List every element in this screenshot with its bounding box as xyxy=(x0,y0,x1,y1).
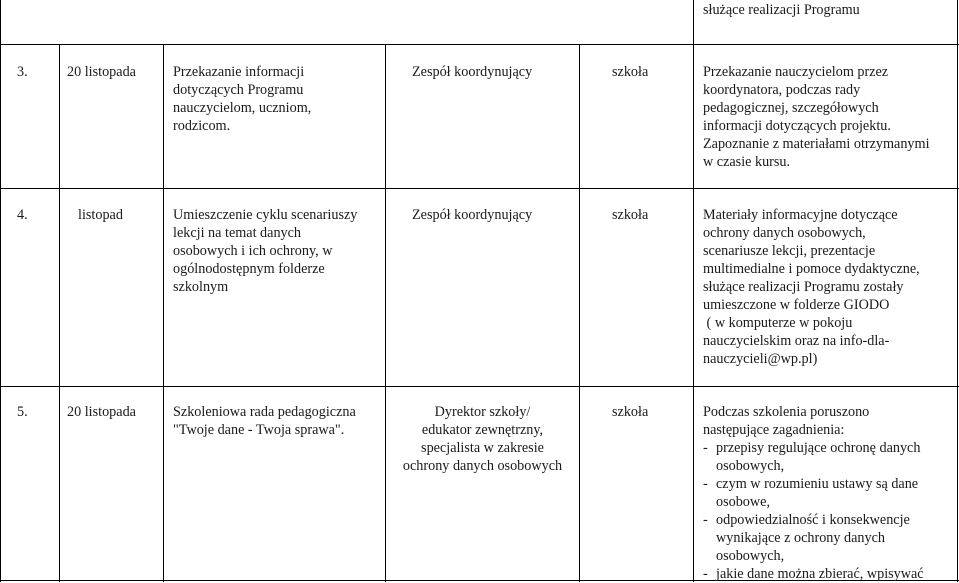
description-cell xyxy=(703,206,920,368)
activity-cell xyxy=(173,403,356,439)
description-line: Materiały informacyjne dotyczące xyxy=(703,207,898,223)
activity-line: Przekazanie informacji xyxy=(173,64,305,80)
description-cell xyxy=(703,63,930,171)
responsible-line: specjalista w zakresie xyxy=(421,440,544,456)
activity-line: Szkoleniowa rada pedagogiczna xyxy=(173,404,356,420)
responsible-line: ochrony danych osobowych xyxy=(402,458,563,474)
description-line: ( w komputerze w pokoju xyxy=(703,315,853,331)
column-divider xyxy=(579,44,580,582)
responsible-cell xyxy=(412,63,532,81)
activity-line: dotyczących Programu xyxy=(173,82,304,98)
activity-line: szkolnym xyxy=(173,279,229,295)
activity-line: Umieszczenie cyklu scenariuszy xyxy=(173,207,358,223)
description-line: pedagogicznej, szczegółowych xyxy=(703,100,879,116)
row-divider xyxy=(0,386,959,387)
date-cell: 20 listopada xyxy=(67,64,136,80)
activity-line: "Twoje dane - Twoja sprawa". xyxy=(173,422,345,438)
place-cell: szkoła xyxy=(612,64,649,80)
place-cell: szkoła xyxy=(612,207,649,223)
responsible-cell xyxy=(412,206,532,224)
description-line: umieszczone w folderze GIODO xyxy=(703,297,890,313)
dash-marker: - xyxy=(703,566,708,582)
bullet-item: - czym w rozumieniu ustawy są dane xyxy=(703,476,919,492)
bullet-item: - odpowiedzialność i konsekwencje xyxy=(703,512,910,528)
description-line: Podczas szkolenia poruszono xyxy=(703,404,870,420)
row-divider xyxy=(0,44,959,45)
description-line: w czasie kursu. xyxy=(703,154,791,170)
description-line: nauczycieli@wp.pl) xyxy=(703,351,818,367)
column-divider xyxy=(693,0,694,582)
description-line: koordynatora, podczas rady xyxy=(703,82,861,98)
column-divider xyxy=(59,44,60,582)
description-line: następujące zagadnienia: xyxy=(703,422,845,438)
description-line: służące realizacji Programu zostały xyxy=(703,279,904,295)
bullet-continuation: osobowych, xyxy=(716,548,785,564)
description-line: nauczycielskim oraz na info-dla- xyxy=(703,333,890,349)
bullet-continuation: wynikające z ochrony danych xyxy=(716,530,885,546)
bullet-continuation: osobowych, xyxy=(716,458,785,474)
responsible-line: edukator zewnętrzny, xyxy=(421,422,544,438)
activity-cell xyxy=(173,206,357,296)
description-line: Zapoznanie z materiałami otrzymanymi xyxy=(703,136,930,152)
bullet-item: - przepisy regulujące ochronę danych xyxy=(703,440,921,456)
date-cell: listopad xyxy=(78,207,123,223)
responsible-line: Dyrektor szkoły/ xyxy=(434,404,531,420)
description-line: scenariusze lekcji, prezentacje xyxy=(703,243,876,259)
description-cell xyxy=(703,403,924,583)
activity-line: rodzicom. xyxy=(173,118,231,134)
responsible-cell xyxy=(386,403,579,475)
column-divider xyxy=(0,0,1,582)
bullet-continuation: osobowe, xyxy=(716,494,770,510)
row-divider xyxy=(0,188,959,189)
activity-line: lekcji na temat danych xyxy=(173,225,302,241)
column-divider xyxy=(957,0,958,582)
description-line: informacji dotyczących projektu. xyxy=(703,118,891,134)
responsible-line: Zespół koordynujący xyxy=(412,207,533,223)
activity-line: ogólnodostępnym folderze xyxy=(173,261,325,277)
activity-cell xyxy=(173,63,311,135)
row-number: 4. xyxy=(17,207,28,223)
dash-marker: - xyxy=(703,512,708,528)
responsible-line: Zespół koordynujący xyxy=(412,64,533,80)
row-number: 5. xyxy=(17,404,28,420)
description-line: służące realizacji Programu xyxy=(703,2,860,18)
column-divider xyxy=(385,44,386,582)
activity-line: nauczycielom, uczniom, xyxy=(173,100,312,116)
date-cell: 20 listopada xyxy=(67,404,136,420)
row-number: 3. xyxy=(17,64,28,80)
description-line: Przekazanie nauczycielom przez xyxy=(703,64,889,80)
description-cell-continued xyxy=(703,1,860,19)
dash-marker: - xyxy=(703,476,708,492)
place-cell: szkoła xyxy=(612,404,649,420)
bullet-item: - jakie dane można zbierać, wpisywać xyxy=(703,566,924,582)
description-line: ochrony danych osobowych, xyxy=(703,225,866,241)
column-divider xyxy=(163,44,164,582)
description-line: multimedialne i pomoce dydaktyczne, xyxy=(703,261,920,277)
activity-line: osobowych i ich ochrony, w xyxy=(173,243,333,259)
dash-marker: - xyxy=(703,440,708,456)
